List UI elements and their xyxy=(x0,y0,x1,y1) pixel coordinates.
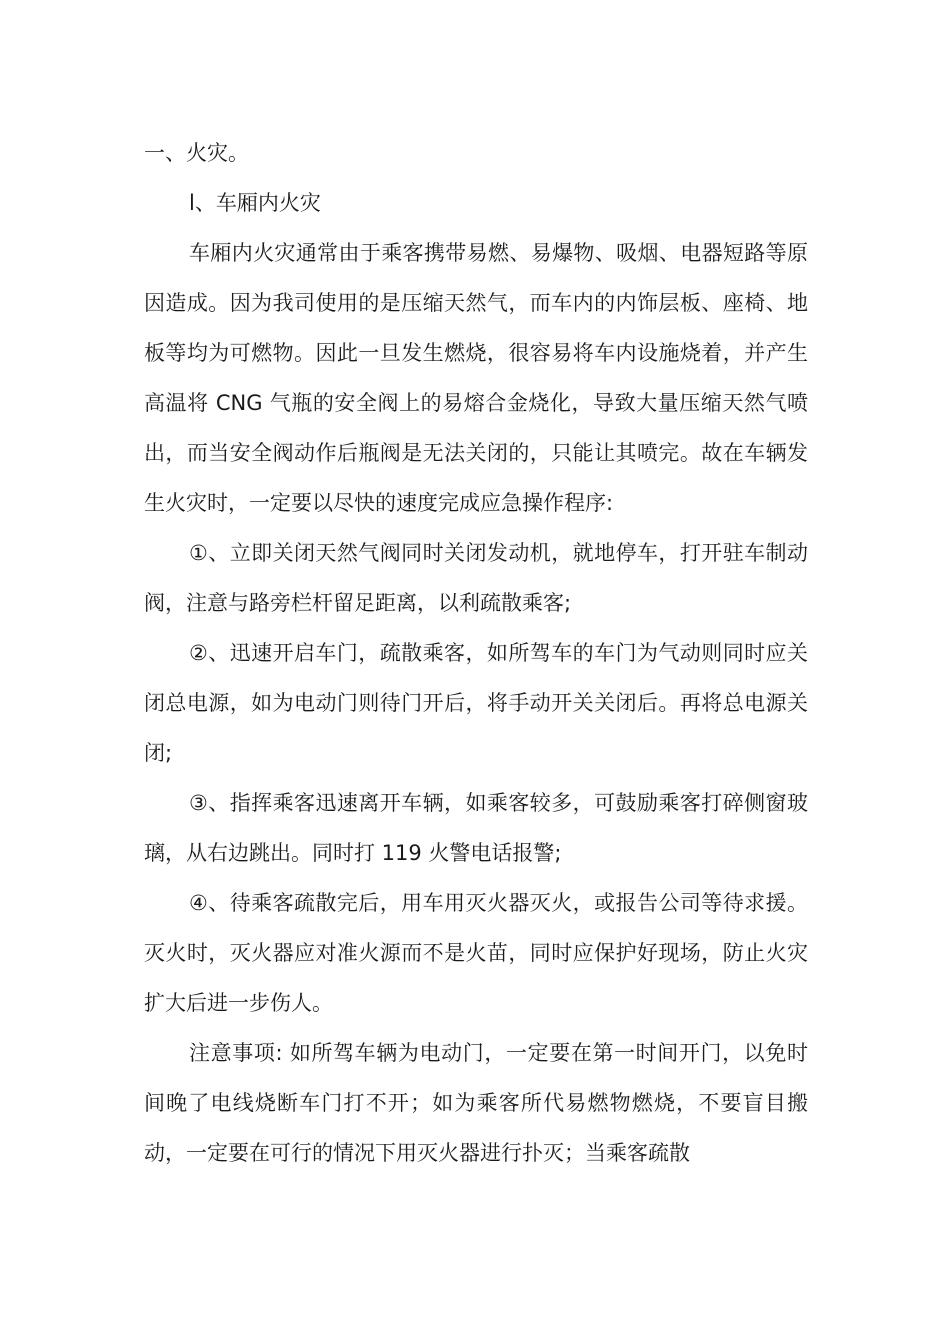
section-heading: 一、火灾。 xyxy=(144,141,249,165)
paragraph-step-1: ①、立即关闭天然气阀同时关闭发动机，就地停车，打开驻车制动阀，注意与路旁栏杆留足距离，以利疏散乘客; xyxy=(144,541,808,615)
document-body xyxy=(144,128,808,1178)
paragraph-step-4: ④、待乘客疏散完后，用车用灭火器灭火，或报告公司等待求援。灭火时，灭火器应对准火源而不是火苗，同时应保护好现场，防止火灾扩大后进一步伤人。 xyxy=(144,891,808,1015)
paragraph-step-2: ②、迅速开启车门，疏散乘客，如所驾车的车门为气动则同时应关闭总电源，如为电动门则待门开后，将手动开关关闭后。再将总电源关闭; xyxy=(144,641,808,765)
subsection-heading: l、车厢内火灾 xyxy=(189,191,321,215)
paragraph-intro: 车厢内火灾通常由于乘客携带易燃、易爆物、吸烟、电器短路等原因造成。因为我司使用的是压缩天然气，而车内的内饰层板、座椅、地板等均为可燃物。因此一旦发生燃烧，很容易将车内设施烧着，并产生高温将 CNG 气瓶的安全阀上的易熔合金烧化，导致大量压缩天然气喷出，而当安全阀动作后瓶阀是无法关闭的，只能让其喷完。故在车辆发生火灾时，一定要以尽快的速度完成应急操作程序: xyxy=(144,241,808,515)
paragraph-notes: 注意事项: 如所驾车辆为电动门，一定要在第一时间开门，以免时间晚了电线烧断车门打不开；如为乘客所代易燃物燃烧，不要盲目搬动，一定要在可行的情况下用灭火器进行扑灭；当乘客疏散 xyxy=(144,1041,808,1165)
paragraph-step-3: ③、指挥乘客迅速离开车辆，如乘客较多，可鼓励乘客打碎侧窗玻璃，从右边跳出。同时打 119 火警电话报警; xyxy=(144,791,808,865)
